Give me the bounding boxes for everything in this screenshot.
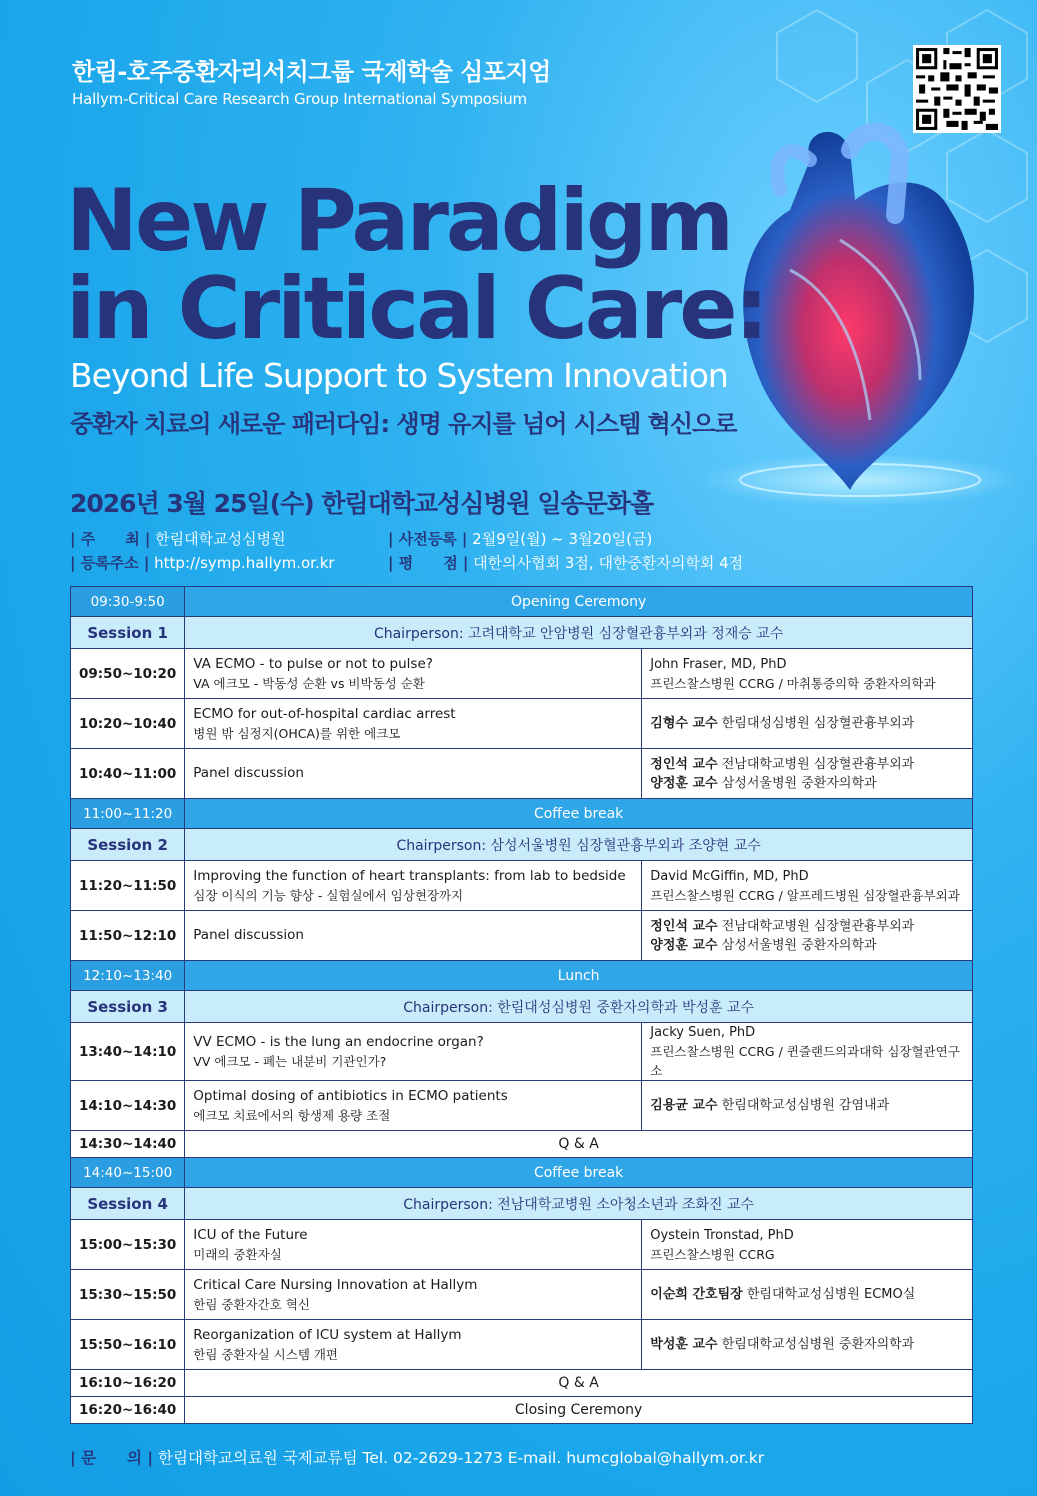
speaker [642,649,973,699]
speaker-affiliation: 프린스찰스병원 CCRG / 퀸즐랜드의과대학 심장혈관연구소 [650,1044,960,1078]
panelist-name: 정인석 교수 [650,756,718,772]
talk-topic [185,1220,642,1270]
talk-title-ko: 한림 중환자실 시스템 개편 [193,1346,339,1362]
schedule-row-opening [71,587,973,617]
event-label: Q & A [185,1131,973,1158]
schedule-table [70,586,973,1424]
table-row [71,749,973,799]
session-chair: Chairperson: 삼성서울병원 심장혈관흉부외과 조양현 교수 [185,829,973,861]
host-label: | 주 최 | [70,530,151,548]
time-cell: 16:20~16:40 [71,1397,185,1424]
talk-topic [185,649,642,699]
session-name: Session 3 [71,991,185,1023]
event-label: Closing Ceremony [185,1397,973,1424]
speaker [642,861,973,911]
panelist-affiliation: 전남대학교병원 심장혈관흉부외과 [721,756,915,772]
time-cell: 15:50~16:10 [71,1320,185,1370]
speaker-affiliation: 한림대학교성심병원 ECMO실 [746,1287,916,1302]
panelist-name: 양정훈 교수 [650,775,718,791]
panelist-affiliation: 전남대학교병원 심장혈관흉부외과 [721,918,915,934]
speaker-affiliation: 프린스찰스병원 CCRG [650,1246,775,1262]
preregistration-value: 2월9일(월) ~ 3월20일(금) [472,530,653,548]
talk-title-en: ECMO for out-of-hospital cardiac arrest [193,705,456,722]
panelist-affiliation: 삼성서울병원 중환자의학과 [721,775,877,791]
time-cell: 14:30~14:40 [71,1131,185,1158]
speaker-name: John Fraser, MD, PhD [650,656,787,672]
talk-title-en: VA ECMO - to pulse or not to pulse? [193,655,433,672]
speaker-affiliation: 한림대학교성심병원 감염내과 [721,1098,890,1113]
session-4-header [71,1188,973,1220]
talk-topic [185,1270,642,1320]
talk-topic [185,699,642,749]
panelist-name: 정인석 교수 [650,918,718,934]
session-chair: Chairperson: 고려대학교 안암병원 심장혈관흉부외과 정재승 교수 [185,617,973,649]
speaker-name: 이순희 간호팀장 [650,1287,743,1302]
table-row [71,1023,973,1081]
talk-title-en: Critical Care Nursing Innovation at Hallym [193,1276,478,1293]
speaker [642,1081,973,1131]
registration-url-info [70,552,335,573]
preregistration-label: | 사전등록 | [388,530,468,548]
subtitle-en: Beyond Life Support to System Innovation [70,356,728,395]
main-title-line1: New Paradigm [66,171,732,271]
time-cell: 11:20~11:50 [71,861,185,911]
time-cell: 13:40~14:10 [71,1023,185,1081]
host-info [70,528,286,549]
event-label: Coffee break [185,799,973,829]
table-row [71,861,973,911]
speaker-name: 김용균 교수 [650,1098,718,1113]
table-row [71,649,973,699]
host-value: 한림대학교성심병원 [155,530,286,548]
organizer-title-en: Hallym-Critical Care Research Group International Symposium [72,90,527,108]
panelists [642,749,973,799]
speaker [642,699,973,749]
time-cell: 10:40~11:00 [71,749,185,799]
registration-url-link[interactable]: http://symp.hallym.or.kr [154,554,335,572]
talk-title-en: VV ECMO - is the lung an endocrine organ? [193,1033,484,1050]
time-cell: 11:50~12:10 [71,911,185,961]
table-row [71,1220,973,1270]
talk-title-ko: VA 에크모 - 박동성 순환 vs 비박동성 순환 [193,675,425,691]
speaker-affiliation: 한림대성심병원 심장혈관흉부외과 [721,716,915,731]
event-date-venue: 2026년 3월 25일(수) 한림대학교성심병원 일송문화홀 [70,489,654,518]
talk-topic: Panel discussion [185,749,642,799]
session-chair: Chairperson: 전남대학교병원 소아청소년과 조화진 교수 [185,1188,973,1220]
speaker-affiliation: 프린스찰스병원 CCRG / 알프레드병원 심장혈관흉부외과 [650,887,960,903]
schedule-row-qa [71,1370,973,1397]
schedule-row-qa [71,1131,973,1158]
session-name: Session 4 [71,1188,185,1220]
time-cell: 14:40~15:00 [71,1158,185,1188]
session-name: Session 1 [71,617,185,649]
table-row [71,699,973,749]
event-label: Opening Ceremony [185,587,973,617]
schedule-row-break [71,799,973,829]
table-row [71,911,973,961]
talk-title-ko: 미래의 중환자실 [193,1246,282,1262]
event-label: Q & A [185,1370,973,1397]
talk-title-en: Reorganization of ICU system at Hallym [193,1326,462,1343]
talk-topic: Panel discussion [185,911,642,961]
panelists [642,911,973,961]
talk-title-en: Optimal dosing of antibiotics in ECMO patients [193,1087,508,1104]
time-cell: 14:10~14:30 [71,1081,185,1131]
session-2-header [71,829,973,861]
subtitle-ko: 중환자 치료의 새로운 패러다임: 생명 유지를 넘어 시스템 혁신으로 [70,410,737,438]
registration-url-label: | 등록주소 | [70,554,150,572]
talk-title-ko: 에크모 치료에서의 항생제 용량 조절 [193,1107,391,1123]
organizer-title-ko: 한림-호주중환자리서치그룹 국제학술 심포지엄 [72,58,551,86]
panelist-affiliation: 삼성서울병원 중환자의학과 [721,937,877,953]
speaker-name: David McGiffin, MD, PhD [650,868,809,884]
time-cell: 15:30~15:50 [71,1270,185,1320]
session-1-header [71,617,973,649]
talk-title-ko: 심장 이식의 기능 향상 - 실험실에서 임상현장까지 [193,887,464,903]
table-row [71,1270,973,1320]
time-cell: 12:10~13:40 [71,961,185,991]
talk-topic [185,1023,642,1081]
speaker-affiliation: 한림대학교성심병원 중환자의학과 [721,1337,915,1352]
contact-label: | 문 의 | [70,1449,154,1467]
speaker [642,1023,973,1081]
speaker-name: 박성훈 교수 [650,1337,718,1352]
panelist-name: 양정훈 교수 [650,937,718,953]
session-name: Session 2 [71,829,185,861]
speaker-name: 김형수 교수 [650,716,718,731]
talk-topic [185,861,642,911]
speaker [642,1320,973,1370]
time-cell: 09:30-9:50 [71,587,185,617]
talk-title-ko: 병원 밖 심정지(OHCA)를 위한 에크모 [193,725,401,741]
time-cell: 10:20~10:40 [71,699,185,749]
schedule-row-closing [71,1397,973,1424]
event-label: Coffee break [185,1158,973,1188]
speaker-name: Oystein Tronstad, PhD [650,1227,794,1243]
time-cell: 11:00~11:20 [71,799,185,829]
speaker [642,1270,973,1320]
talk-title-en: Improving the function of heart transplants: from lab to bedside [193,867,626,884]
session-chair: Chairperson: 한림대성심병원 중환자의학과 박성훈 교수 [185,991,973,1023]
talk-topic [185,1081,642,1131]
preregistration-info [388,528,652,549]
contact-value[interactable]: 한림대학교의료원 국제교류팀 Tel. 02-2629-1273 E-mail. humcglobal@hallym.or.kr [158,1449,765,1467]
talk-title-en: ICU of the Future [193,1226,308,1243]
schedule-row-break [71,1158,973,1188]
speaker-affiliation: 프린스찰스병원 CCRG / 마취통증의학 중환자의학과 [650,675,936,691]
talk-title-ko: VV 에크모 - 폐는 내분비 기관인가? [193,1053,387,1069]
credit-info [388,552,743,573]
speaker [642,1220,973,1270]
table-row [71,1320,973,1370]
contact-info [70,1446,764,1468]
credit-label: | 평 점 | [388,554,469,572]
time-cell: 15:00~15:30 [71,1220,185,1270]
talk-topic [185,1320,642,1370]
schedule-row-lunch [71,961,973,991]
time-cell: 09:50~10:20 [71,649,185,699]
qr-code-icon[interactable] [913,45,1001,133]
main-title-line2: in Critical Care: [66,259,766,359]
credit-value: 대한의사협회 3점, 대한중환자의학회 4점 [473,554,744,572]
event-label: Lunch [185,961,973,991]
table-row [71,1081,973,1131]
time-cell: 16:10~16:20 [71,1370,185,1397]
talk-title-ko: 한림 중환자간호 혁신 [193,1296,310,1312]
session-3-header [71,991,973,1023]
speaker-name: Jacky Suen, PhD [650,1025,756,1040]
